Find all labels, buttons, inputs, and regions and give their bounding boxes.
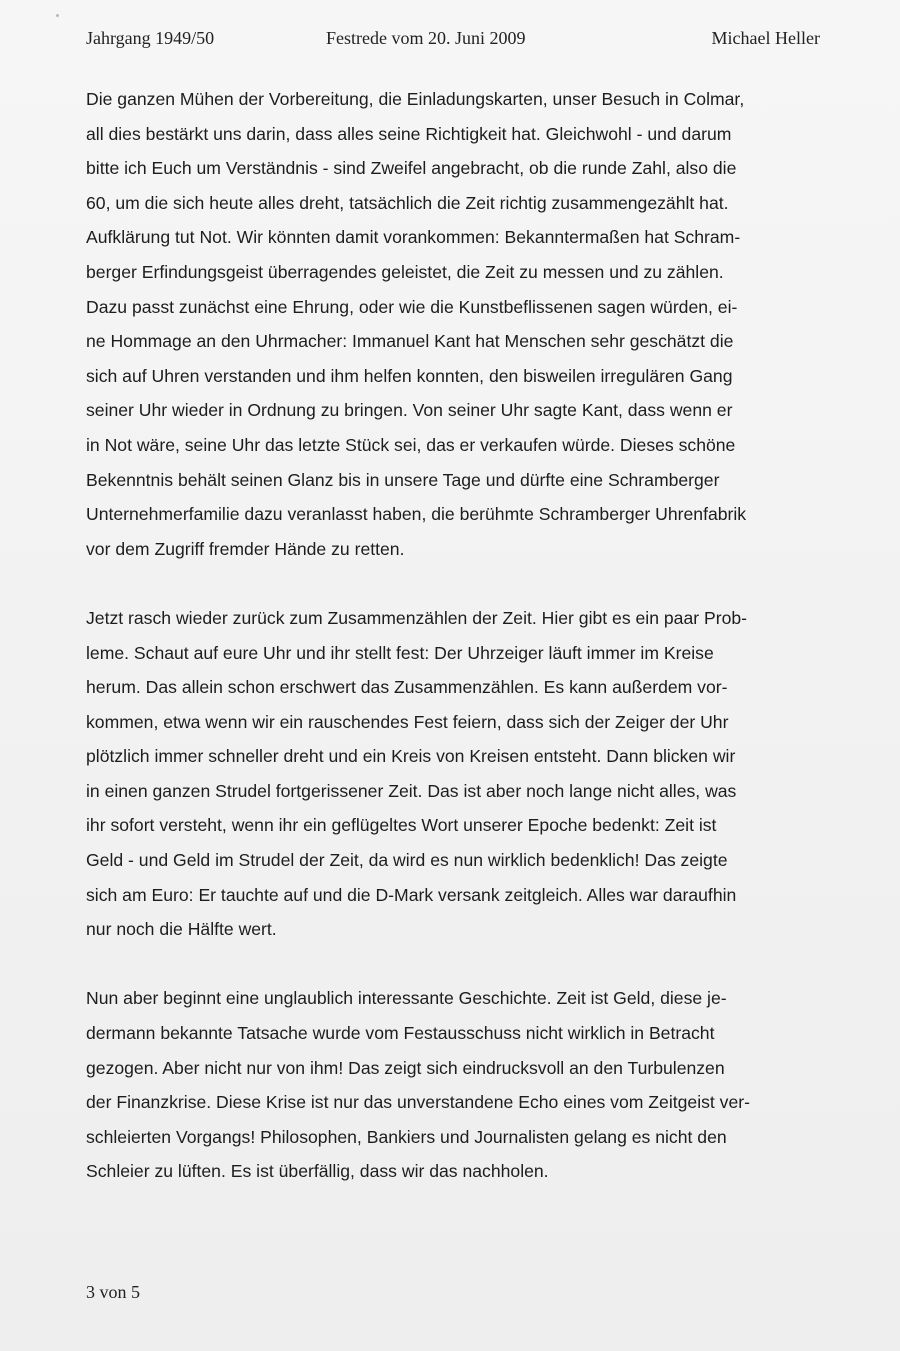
page-number: 3 von 5 [86, 1282, 140, 1302]
text-line: herum. Das allein schon erschwert das Zusammenzählen. Es kann außerdem vor- [86, 677, 728, 698]
text-line: Aufklärung tut Not. Wir könnten damit vorankommen: Bekanntermaßen hat Schram- [86, 227, 741, 248]
header-author: Michael Heller [711, 28, 820, 48]
paragraph-2 [86, 601, 838, 947]
text-line: Geld - und Geld im Strudel der Zeit, da wird es nun wirklich bedenklich! Das zeigte [86, 850, 728, 871]
text-line: der Finanzkrise. Diese Krise ist nur das unverstandene Echo eines vom Zeitgeist ver- [86, 1092, 750, 1113]
text-line: kommen, etwa wenn wir ein rauschendes Fest feiern, dass sich der Zeiger der Uhr [86, 711, 729, 732]
paragraph-3 [86, 981, 838, 1189]
text-line: in einen ganzen Strudel fortgerissener Zeit. Das ist aber noch lange nicht alles, was [86, 780, 737, 801]
text-line: schleierten Vorgangs! Philosophen, Bankiers und Journalisten gelang es nicht den [86, 1126, 727, 1147]
text-line: Jetzt rasch wieder zurück zum Zusammenzählen der Zeit. Hier gibt es ein paar Prob- [86, 607, 748, 628]
text-line: gezogen. Aber nicht nur von ihm! Das zeigt sich eindrucksvoll an den Turbulenzen [86, 1057, 725, 1078]
text-line: sich auf Uhren verstanden und ihm helfen konnten, den bisweilen irregulären Gang [86, 365, 733, 386]
text-line: ne Hommage an den Uhrmacher: Immanuel Kant hat Menschen sehr geschätzt die [86, 331, 734, 352]
text-line: Bekenntnis behält seinen Glanz bis in unsere Tage und dürfte eine Schramberger [86, 469, 720, 490]
text-line: seiner Uhr wieder in Ordnung zu bringen. Von seiner Uhr sagte Kant, dass wenn er [86, 400, 733, 421]
text-line: dermann bekannte Tatsache wurde vom Festausschuss nicht wirklich in Betracht [86, 1023, 715, 1044]
scan-speck [56, 14, 59, 17]
header-title: Festrede vom 20. Juni 2009 [326, 28, 526, 48]
paragraph-1 [86, 82, 838, 566]
text-line: all dies bestärkt uns darin, dass alles seine Richtigkeit hat. Gleichwohl - und darum [86, 123, 732, 144]
text-line: Schleier zu lüften. Es ist überfällig, dass wir das nachholen. [86, 1161, 549, 1182]
text-line: in Not wäre, seine Uhr das letzte Stück sei, das er verkaufen würde. Dieses schöne [86, 434, 736, 455]
text-line: Dazu passt zunächst eine Ehrung, oder wie die Kunstbeflissenen sagen würden, ei- [86, 296, 738, 317]
text-line: vor dem Zugriff fremder Hände zu retten. [86, 538, 405, 559]
header-class-year: Jahrgang 1949/50 [86, 28, 215, 48]
text-line: 60, um die sich heute alles dreht, tatsächlich die Zeit richtig zusammengezählt hat. [86, 192, 729, 213]
text-line: berger Erfindungsgeist überragendes geleistet, die Zeit zu messen und zu zählen. [86, 261, 724, 282]
speech-body [86, 82, 838, 1189]
page-header [86, 28, 820, 54]
text-line: Nun aber beginnt eine unglaublich interessante Geschichte. Zeit ist Geld, diese je- [86, 988, 727, 1009]
text-line: Unternehmerfamilie dazu veranlasst haben, die berühmte Schramberger Uhrenfabrik [86, 504, 747, 525]
text-line: plötzlich immer schneller dreht und ein Kreis von Kreisen entsteht. Dann blicken wir [86, 746, 736, 767]
text-line: Die ganzen Mühen der Vorbereitung, die Einladungskarten, unser Besuch in Colmar, [86, 89, 745, 109]
text-line: bitte ich Euch um Verständnis - sind Zweifel angebracht, ob die runde Zahl, also die [86, 158, 737, 179]
text-line: leme. Schaut auf eure Uhr und ihr stellt fest: Der Uhrzeiger läuft immer im Kreise [86, 642, 714, 663]
text-line: ihr sofort versteht, wenn ihr ein geflügeltes Wort unserer Epoche bedenkt: Zeit ist [86, 815, 717, 836]
text-line: sich am Euro: Er tauchte auf und die D-Mark versank zeitgleich. Alles war daraufhin [86, 884, 737, 905]
text-line: nur noch die Hälfte wert. [86, 919, 277, 940]
